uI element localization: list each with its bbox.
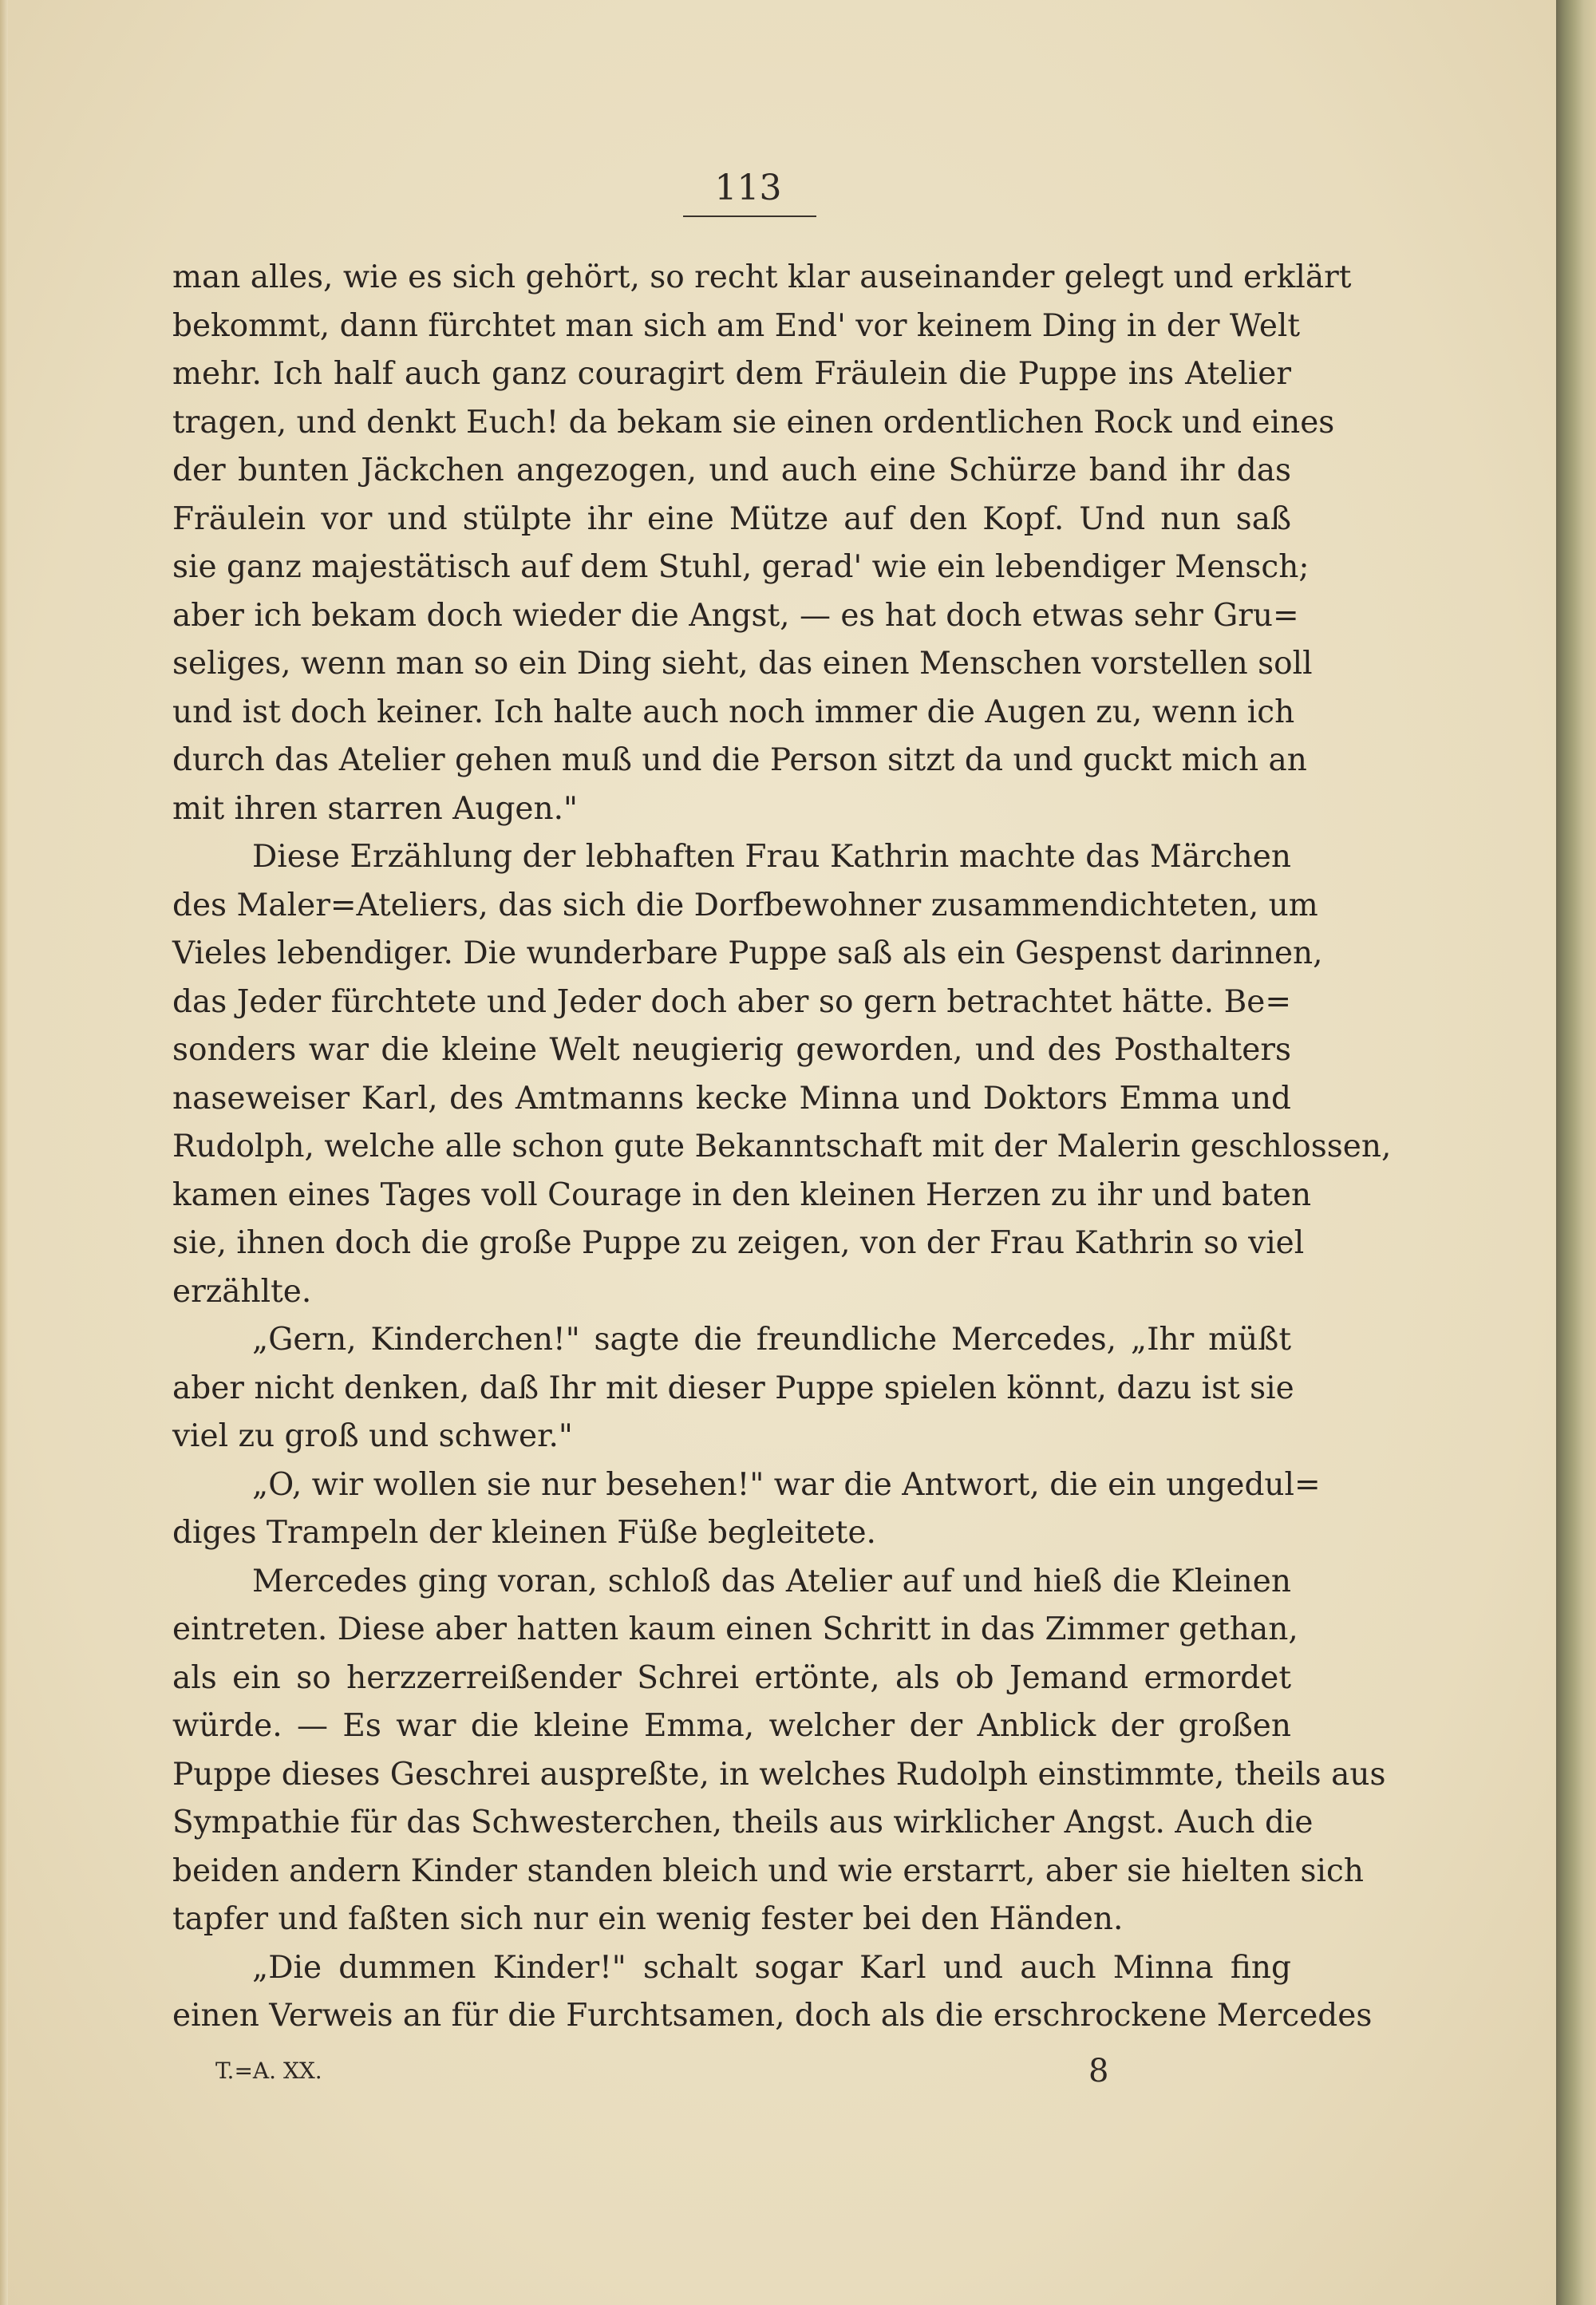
text-line: durch das Atelier gehen muß und die Person sitzt da und guckt mich an (172, 742, 1307, 778)
text-line: eintreten. Diese aber hatten kaum einen Schritt in das Zimmer gethan, (172, 1611, 1298, 1647)
text-line: das Jeder fürchtete und Jeder doch aber so gern betrachtet hätte. Be= (172, 983, 1291, 1020)
text-line: „Gern, Kinderchen!" sagte die freundliche Mercedes, „Ihr müßt (252, 1322, 1291, 1358)
text-line: bekommt, dann fürchtet man sich am End' vor keinem Ding in der Welt (172, 307, 1301, 344)
text-line: sonders war die kleine Welt neugierig geworden, und des Posthalters (172, 1032, 1291, 1068)
sheet-number: 8 (1088, 2053, 1109, 2090)
text-line: erzählte. (172, 1273, 312, 1310)
text-line: Vieles lebendiger. Die wunderbare Puppe saß als ein Gespenst darinnen, (172, 935, 1323, 971)
text-line: sie, ihnen doch die große Puppe zu zeigen, von der Frau Kathrin so viel (172, 1225, 1305, 1261)
text-line: naseweiser Karl, des Amtmanns kecke Minna und Doktors Emma und (172, 1080, 1291, 1117)
text-line: man alles, wie es sich gehört, so recht klar auseinander gelegt und erklärt (172, 259, 1352, 295)
text-line: und ist doch keiner. Ich halte auch noch immer die Augen zu, wenn ich (172, 694, 1295, 730)
text-line: des Maler=Ateliers, das sich die Dorfbewohner zusammendichteten, um (172, 887, 1318, 923)
text-line: beiden andern Kinder standen bleich und wie erstarrt, aber sie hielten sich (172, 1852, 1364, 1889)
text-line: tragen, und denkt Euch! da bekam sie einen ordentlichen Rock und eines (172, 404, 1335, 441)
text-line: aber ich bekam doch wieder die Angst, — es hat doch etwas sehr Gru= (172, 597, 1299, 634)
text-line: tapfer und faßten sich nur ein wenig fester bei den Händen. (172, 1901, 1124, 1937)
text-line: aber nicht denken, daß Ihr mit dieser Puppe spielen könnt, dazu ist sie (172, 1370, 1294, 1406)
text-line: „Die dummen Kinder!" schalt sogar Karl und auch Minna fing (252, 1949, 1291, 1986)
text-line: Diese Erzählung der lebhaften Frau Kathrin machte das Märchen (252, 839, 1291, 875)
body-text (172, 254, 1392, 2041)
page-number: 113 (714, 168, 782, 208)
text-line: mehr. Ich half auch ganz couragirt dem Fräulein die Puppe ins Atelier (172, 356, 1291, 392)
text-line: „O, wir wollen sie nur besehen!" war die Antwort, die ein ungedul= (252, 1466, 1321, 1503)
text-line: seliges, wenn man so ein Ding sieht, das einen Menschen vorstellen soll (172, 646, 1313, 682)
signature-mark: T.=A. XX. (215, 2058, 322, 2084)
text-line: Puppe dieses Geschrei auspreßte, in welches Rudolph einstimmte, theils aus (172, 1756, 1386, 1793)
text-line: einen Verweis an für die Furchtsamen, doch als die erschrockene Mercedes (172, 1998, 1373, 2034)
text-line: sie ganz majestätisch auf dem Stuhl, gerad' wie ein lebendiger Mensch; (172, 549, 1310, 585)
text-line: kamen eines Tages voll Courage in den kleinen Herzen zu ihr und baten (172, 1176, 1312, 1213)
page-left-edge (0, 0, 8, 2305)
text-line: Sympathie für das Schwesterchen, theils aus wirklicher Angst. Auch die (172, 1805, 1314, 1840)
text-line: der bunten Jäckchen angezogen, und auch eine Schürze band ihr das (172, 453, 1291, 488)
text-line: mit ihren starren Augen." (172, 790, 578, 827)
text-line: als ein so herzzerreißender Schrei ertönte, als ob Jemand ermordet (172, 1659, 1291, 1696)
page-number-rule (683, 215, 816, 217)
text-line: Mercedes ging voran, schloß das Atelier auf und hieß die Kleinen (252, 1563, 1291, 1599)
text-line: würde. — Es war die kleine Emma, welcher der Anblick der großen (172, 1708, 1291, 1744)
text-line: Rudolph, welche alle schon gute Bekanntschaft mit der Malerin geschlossen, (172, 1129, 1392, 1164)
text-line: Fräulein vor und stülpte ihr eine Mütze auf den Kopf. Und nun saß (172, 500, 1291, 537)
text-line: viel zu groß und schwer." (172, 1418, 573, 1454)
text-line: diges Trampeln der kleinen Füße begleitete. (172, 1515, 876, 1551)
page-right-edge (1556, 0, 1596, 2305)
